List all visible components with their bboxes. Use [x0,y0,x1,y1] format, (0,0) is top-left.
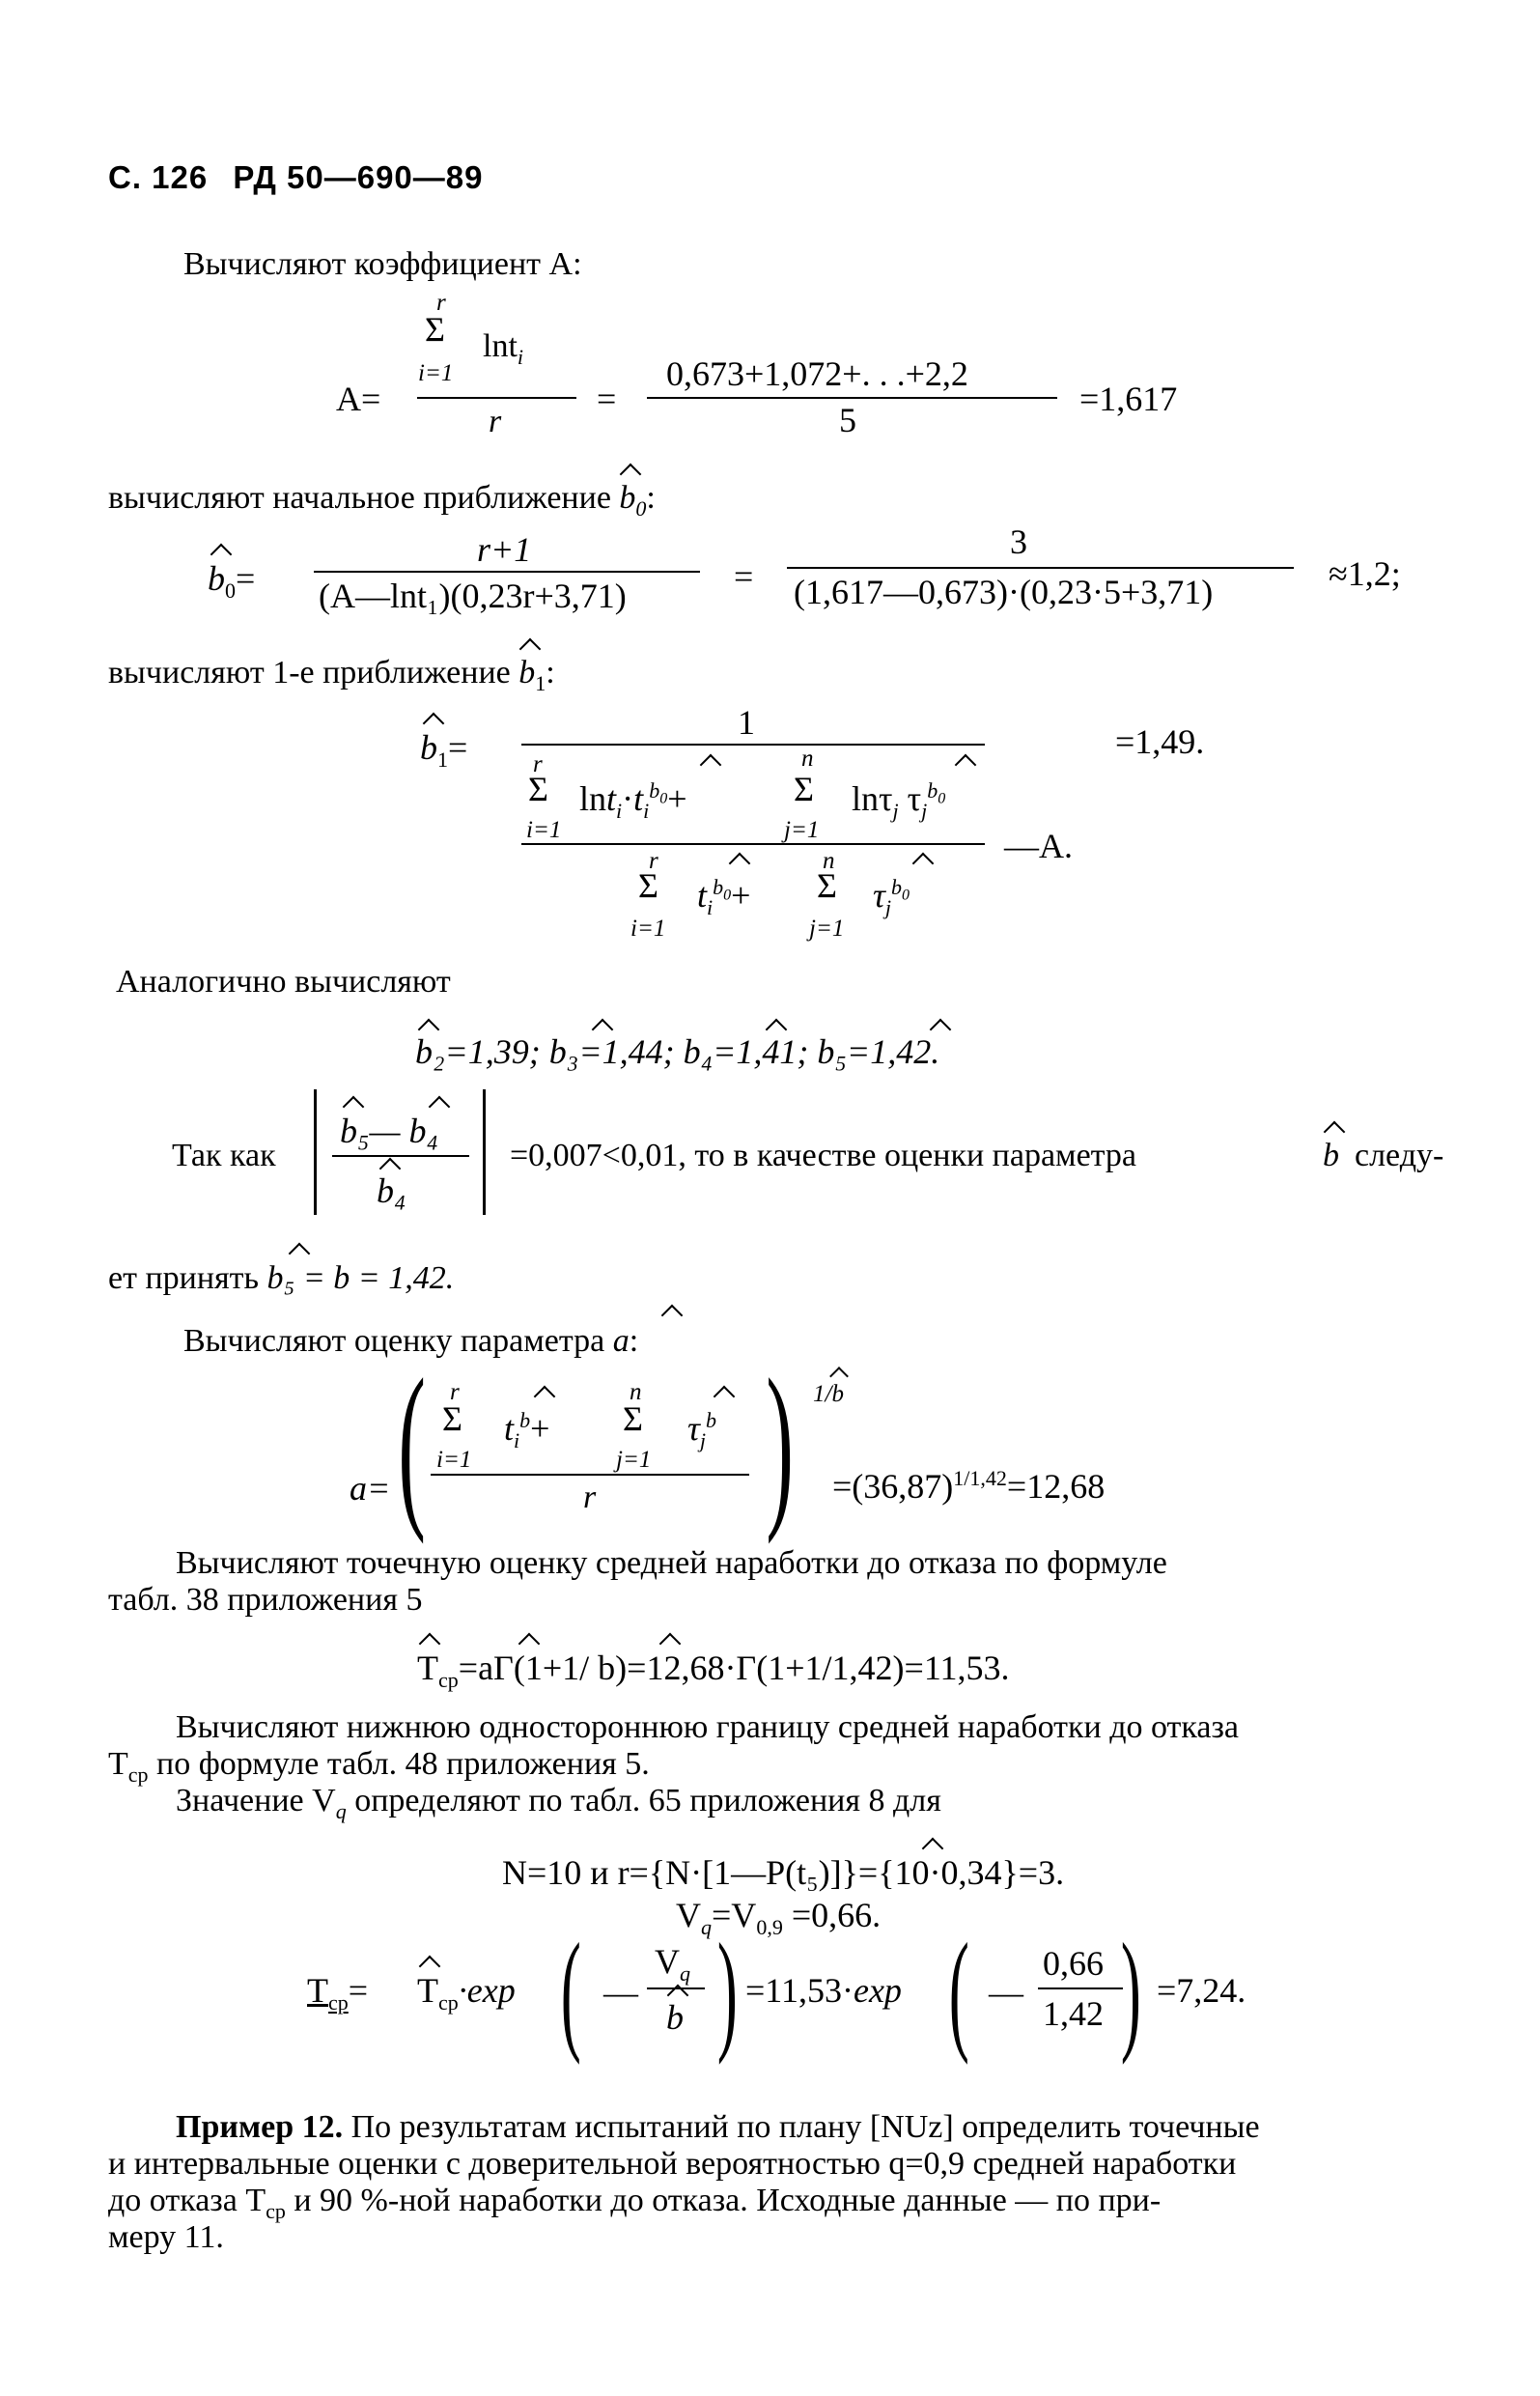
lower-line-1: N=10 и r={N·[1—P(t₅)]}={10·0,34}=3. [502,1853,1065,1892]
hat-mark [534,1386,556,1408]
b0-numeric-numerator: 3 [1010,522,1027,561]
t-sub: ср [266,2198,286,2223]
a-numeric-numerator: 0,673+1,072+. . .+2,2 [666,354,968,393]
lower-term-2: $\tau_j^{b_0}$ [873,875,910,920]
t-symbol: T [108,1746,128,1782]
t-sub: ср [438,1990,459,2015]
sum-lower-limit: j=1 [784,817,820,843]
check-denominator: b₄ [377,1171,406,1210]
sum-sigma: Σ [442,1399,462,1438]
final-frac2-num: 0,66 [1043,1944,1104,1983]
fraction-bar [521,843,985,845]
v-result: =0,66. [791,1896,882,1934]
b1-numerator: 1 [738,703,755,742]
upper-term-2: lnτ$_j$ $\tau_j^{b_0}$ [852,778,946,824]
final-mid-text: =11,53· [745,1971,854,2010]
b0-denominator: (A—lnt₁)(0,23r+3,71) [319,577,627,615]
sum-sigma: Σ [425,310,445,349]
check-line2-expr: b₅ = b = 1,42. [266,1260,455,1296]
final-frac1-num [655,1941,690,1987]
hat-mark [700,754,722,776]
t-sub: ср [438,1668,459,1693]
equals-sign: = [348,1971,369,2010]
lower-para-1: Вычисляют нижнюю одностороннюю границу средней наработки до отказа [176,1709,1240,1745]
b1-result: =1,49. [1115,722,1205,761]
a-est-result-base: =(36,87) [832,1467,954,1506]
sum-upper-limit: r [533,751,543,777]
lower-term-1: $t_i^{b_0}+$ [697,875,751,920]
v-symbol: V [676,1896,701,1934]
sum-sigma: Σ [638,866,658,905]
sum-lower-limit: j=1 [616,1447,652,1473]
abs-bar-right [483,1089,486,1215]
check-numerator: b₅— b₄ [340,1112,439,1150]
a-est-result-tail: =12,68 [1006,1467,1106,1506]
step-a-est-text: Вычисляют оценку параметра [183,1323,605,1359]
right-paren: ) [766,1342,794,1545]
a-symbol: a [612,1323,630,1359]
v-sub: q [680,1961,690,1987]
check-line2-text: ет принять [108,1260,260,1296]
check-prefix: Так как [172,1138,276,1173]
sum-lower-limit: i=1 [436,1447,472,1473]
colon: : [646,480,656,516]
b0-result: ≈1,2; [1329,554,1401,593]
fraction-bar [1038,1987,1123,1989]
sum-upper-limit: r [450,1379,460,1405]
v-equals: =V [712,1896,757,1934]
sum-term-sub: i [517,344,524,369]
b0-hat-symbol [619,480,647,521]
sum-upper-limit: n [801,746,814,772]
lower-para-2 [108,1746,650,1788]
equals-sign: = [448,728,468,767]
v-sub2: 0,9 [756,1915,783,1940]
lower-line-2 [676,1895,881,1940]
step-b1-intro [108,655,555,696]
sum-term-text: lnt [483,328,518,364]
minus-a: —A. [1004,827,1073,865]
final-minus-1: — [603,1973,638,2012]
sum-upper-limit: n [823,848,835,874]
fraction-bar [431,1474,749,1476]
fraction-bar [521,744,985,746]
exp-text: ·exp [458,1971,516,2010]
sum-sigma: Σ [623,1399,643,1438]
sum-sigma: Σ [817,866,837,905]
step-a-intro: Вычисляют коэффициент А: [183,246,582,282]
sum-sigma: Σ [794,770,814,808]
hat-mark [955,754,977,776]
hat-mark [714,1386,736,1408]
left-paren: ( [560,1916,581,2066]
b0-lhs: $b_0=$ [208,559,256,604]
check-rest: =0,007<0,01, то в качестве оценки параметра [510,1138,1137,1173]
a-result: =1,617 [1079,380,1178,418]
right-paren: ) [1120,1916,1141,2066]
equals-sign: = [597,380,617,418]
lower-para-3-rest: определяют по табл. 65 приложения 8 для [354,1783,941,1818]
exp-text: exp [853,1971,902,2010]
check-tail: следу- [1355,1138,1444,1173]
sum-lower-limit: i=1 [630,916,666,942]
a-est-term-2: $\tau_j^b$ [687,1408,717,1453]
sum-upper-limit: n [630,1379,642,1405]
a-est-lhs: a= [350,1469,391,1508]
example12-text-3: до отказа T [108,2183,266,2218]
a-est-denominator: r [583,1480,597,1515]
a-denominator: r [489,404,502,439]
a-est-term-1: $t_i^b+$ [504,1408,550,1453]
a-est-exponent: 1/b [813,1381,844,1407]
sum-upper-limit: r [436,290,446,316]
example12-text-1: По результатам испытаний по плану [NUz] определить точечные [343,2109,1260,2145]
fraction-bar [417,397,576,399]
tcp-formula-rest: =aΓ(1+1/ b)=12,68·Γ(1+1/1,42)=11,53. [458,1649,1010,1687]
sum-term [483,328,523,370]
abs-bar-left [314,1089,317,1215]
tcp-para-1: Вычисляют точечную оценку средней наработки до отказа по формуле [176,1545,1167,1581]
example12-line-1 [176,2109,1260,2146]
tcp-para-1b: табл. 38 приложения 5 [108,1582,423,1618]
b-symbol: b [619,480,636,516]
t-sub: ср [328,1990,349,2015]
colon: : [629,1323,639,1359]
hat-mark [912,853,935,875]
colon: : [546,655,555,691]
example12-text-3-rest: и 90 %-ной наработки до отказа. Исходные данные — по при- [285,2183,1162,2218]
right-paren: ) [716,1916,738,2066]
b0-numerator: r+1 [477,530,532,569]
fraction-bar [332,1155,469,1157]
lower-para-3 [176,1783,941,1824]
step-b0-intro [108,480,656,521]
upper-term-1: $\ln t_i\cdot t_i^{b_0}+$ [579,778,687,824]
hat-mark [519,638,542,661]
a-est-result-exp: 1/1,42 [953,1466,1007,1490]
equals-sign: = [734,557,754,596]
v-sub: q [701,1915,712,1940]
hat-mark [661,1305,684,1327]
page-number: С. 126 [108,159,209,195]
final-result: =7,24. [1157,1971,1246,2010]
sum-lower-limit: i=1 [418,360,454,386]
a-lhs: А= [336,380,381,418]
b-sub: 1 [535,670,546,695]
sum-upper-limit: r [649,848,658,874]
step-b1-text: вычисляют 1-е приближение [108,655,511,691]
document-code: РД 50—690—89 [233,159,484,195]
similar-values: b₂=1,39; b₃=1,44; b₄=1,41; b₅=1,42. [415,1032,940,1071]
left-paren: ( [398,1342,426,1545]
final-frac1-den: b [666,1998,684,2037]
check-line2 [108,1260,454,1297]
lower-para-3-text: Значение V [176,1783,336,1818]
t-sub: ср [127,1762,149,1787]
example12-line-3 [108,2183,1161,2224]
b1-hat-symbol: $b_1$ [518,655,546,691]
b0-lhs-sub: 0 [225,578,236,604]
tcp-formula [417,1648,1010,1693]
example12-line-4: меру 11. [108,2219,224,2255]
final-lhs [307,1970,368,2015]
step-b0-text: вычисляют начальное приближение [108,480,611,516]
a-numeric-denominator: 5 [839,401,856,439]
final-minus-2: — [989,1973,1023,2012]
v-sub: q [335,1798,347,1823]
sum-sigma: Σ [528,770,548,808]
final-mid [745,1970,902,2011]
fraction-bar [787,567,1294,569]
final-frac2-den: 1,42 [1043,1994,1104,2033]
lower-para-2-text: по формуле табл. 48 приложения 5. [156,1746,650,1782]
sum-lower-limit: j=1 [809,916,845,942]
left-paren: ( [948,1916,969,2066]
t-symbol: T [417,1971,438,2010]
fraction-bar [647,397,1057,399]
a-est-result [832,1466,1105,1507]
fraction-bar [314,571,700,573]
t-symbol: T [417,1649,438,1687]
t-symbol: T [307,1971,328,2010]
b-symbol: b [1323,1138,1339,1173]
sum-lower-limit: i=1 [526,817,562,843]
page-header [108,159,484,196]
v-symbol: V [655,1942,680,1981]
example12-label: Пример 12. [176,2109,344,2145]
b1-lhs: $b_1=$ [420,728,468,773]
step-similar-intro: Аналогично вычисляют [116,964,451,1000]
equals-sign: = [236,559,256,598]
example12-line-2: и интервальные оценки с доверительной вероятностью q=0,9 средней наработки [108,2146,1237,2182]
b-sub: 0 [635,495,647,521]
hat-mark [729,853,751,875]
final-t [417,1970,516,2015]
b0-numeric-denominator: (1,617—0,673)·(0,23·5+3,71) [794,573,1214,611]
